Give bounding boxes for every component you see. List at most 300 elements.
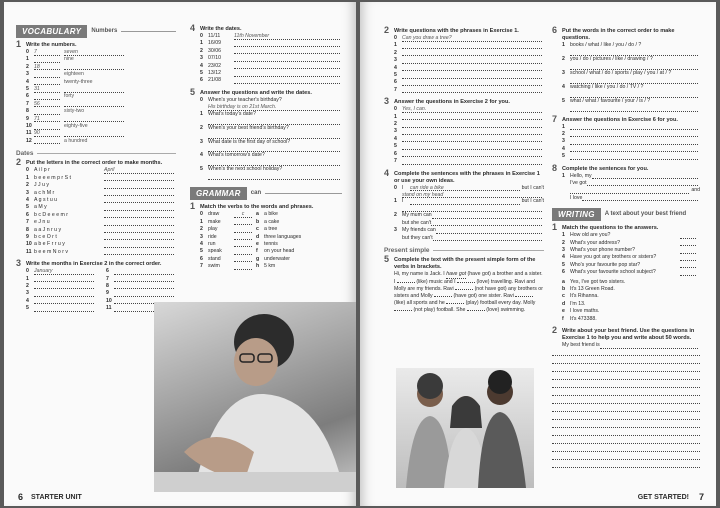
line-row	[394, 128, 544, 135]
sentence-answer[interactable]: stand on my head	[402, 192, 542, 199]
month-row	[26, 190, 176, 197]
match-answer[interactable]	[234, 248, 252, 255]
answer-line[interactable]	[402, 114, 542, 121]
row-number: 4	[26, 78, 29, 85]
exercise-5-answer	[190, 86, 342, 180]
month-answer[interactable]	[104, 175, 174, 182]
writing-question	[562, 254, 700, 261]
line-row	[394, 57, 544, 64]
phrase: three languages	[264, 233, 302, 240]
answer-line: Yes, I can.	[402, 106, 542, 113]
date-value: 13/12	[208, 70, 221, 77]
exercise-5-paragraph	[394, 271, 544, 314]
verb: speak	[208, 248, 222, 255]
answer-line[interactable]	[402, 65, 542, 72]
exercise-question: Write the months in Exercise 2 in the correct order.	[26, 261, 162, 268]
number-answer[interactable]	[34, 56, 60, 63]
month-answer[interactable]	[104, 249, 174, 256]
match-answer[interactable]	[680, 269, 696, 276]
number-row	[26, 56, 176, 63]
writing-line[interactable]	[552, 429, 700, 436]
month-answer[interactable]	[104, 182, 174, 189]
month-answer[interactable]	[104, 227, 174, 234]
order-answer[interactable]	[114, 283, 174, 290]
month-row	[26, 227, 176, 234]
verb: swim	[208, 263, 220, 270]
number-answer[interactable]	[34, 79, 60, 86]
order-answer[interactable]	[114, 290, 174, 297]
number-row	[26, 79, 176, 86]
date-row	[200, 55, 342, 62]
writing-answer	[562, 286, 700, 293]
exercise-number: 1	[552, 222, 558, 233]
present-simple-label: Present simple	[384, 246, 430, 254]
answer-line[interactable]	[402, 121, 542, 128]
answer-line[interactable]	[208, 160, 340, 167]
row-number: 11	[26, 130, 32, 137]
writing-input[interactable]	[600, 342, 698, 349]
answer-text: I'm 13.	[570, 300, 586, 307]
verb: run	[208, 240, 216, 247]
month-row	[26, 212, 176, 219]
number-answer[interactable]	[34, 123, 60, 130]
question-text: What's tomorrow's date?	[208, 152, 265, 159]
month-answer: April	[104, 167, 174, 174]
spacer	[200, 174, 208, 181]
row-number: 2	[26, 182, 29, 189]
left-column-a	[16, 24, 176, 318]
match-answer[interactable]	[680, 262, 696, 269]
row-number: 8	[26, 108, 29, 115]
exercise-6-rows	[552, 42, 700, 112]
writing-line[interactable]	[552, 437, 700, 444]
order-row	[26, 305, 96, 312]
exercise-question: Complete the sentences for you.	[562, 165, 649, 172]
word-answer: seven	[64, 49, 124, 56]
grammar-subtitle: can	[250, 190, 262, 197]
question-row	[200, 152, 342, 159]
letter: c	[256, 226, 259, 233]
date-row	[200, 63, 342, 70]
match-row	[200, 248, 342, 255]
sentence-mid: but she can't	[402, 219, 432, 226]
word-answer[interactable]	[64, 101, 124, 108]
question-row	[200, 125, 342, 132]
letter: e	[256, 240, 259, 247]
order-answer[interactable]	[34, 290, 94, 297]
writing-line[interactable]	[552, 461, 700, 468]
answer-row	[200, 104, 342, 111]
order-row	[106, 290, 176, 297]
row-number: 8	[26, 226, 29, 233]
present-simple-section	[384, 247, 544, 254]
answer-line[interactable]	[570, 63, 698, 70]
match-row	[200, 226, 342, 233]
answer-line[interactable]	[208, 132, 340, 139]
section-rule	[433, 250, 544, 251]
prompt-text: you / do / pictures / like / drawing / ?	[570, 55, 653, 62]
match-answer[interactable]	[680, 247, 696, 254]
word-answer: eighty-five	[64, 123, 88, 130]
match-answer[interactable]	[680, 254, 696, 261]
writing-question	[562, 247, 700, 254]
gap[interactable]	[434, 296, 452, 297]
answer-line[interactable]	[570, 49, 698, 56]
answer-row	[200, 132, 342, 139]
date-value: 16/09	[208, 40, 221, 47]
answer-line[interactable]	[402, 151, 542, 158]
answer-letter: b	[562, 286, 566, 293]
month-row	[26, 249, 176, 256]
page-number: 7	[698, 492, 704, 502]
order-answer[interactable]	[34, 305, 94, 312]
line-row	[562, 124, 700, 131]
line-row	[394, 106, 544, 113]
month-row	[26, 234, 176, 241]
exercise-question: Put the letters in the correct order to make months.	[26, 160, 163, 167]
exercise-number: 6	[552, 25, 558, 35]
right-page	[360, 2, 716, 506]
sentence-input[interactable]	[582, 195, 698, 202]
word-answer: eighteen	[64, 71, 84, 78]
answer-line[interactable]	[570, 105, 698, 112]
exercise-3-col-a	[16, 268, 96, 312]
answer-letter: c	[562, 293, 565, 300]
row-number: 4	[562, 83, 565, 90]
sentence-input[interactable]	[570, 187, 689, 194]
writing-line[interactable]	[552, 413, 700, 420]
writing-line[interactable]	[552, 453, 700, 460]
match-answer[interactable]	[234, 256, 252, 263]
order-answer[interactable]	[114, 276, 174, 283]
exercise-3-order	[16, 258, 176, 312]
row-number: 2	[200, 124, 203, 131]
gap[interactable]	[455, 289, 473, 290]
gap[interactable]	[457, 282, 475, 283]
word-answer[interactable]	[64, 130, 124, 137]
left-page	[4, 2, 356, 506]
line-row	[394, 42, 544, 49]
row-number: 2	[562, 55, 565, 62]
row-number: 4	[562, 254, 565, 261]
row-number: 4	[26, 196, 29, 203]
date-value: 07/10	[208, 55, 221, 62]
exercise-question: Answer the questions in Exercise 6 for you.	[562, 116, 678, 123]
exercise-question: Write the numbers.	[26, 42, 77, 48]
writing-line[interactable]	[552, 421, 700, 428]
section-rule	[37, 153, 176, 154]
exercise-7-answers	[552, 113, 700, 161]
writing-line[interactable]	[552, 405, 700, 412]
answer-line[interactable]	[402, 79, 542, 86]
answer-line[interactable]	[402, 143, 542, 150]
sentence-input[interactable]	[410, 198, 520, 205]
match-answer[interactable]	[234, 219, 252, 226]
order-answer[interactable]	[34, 283, 94, 290]
word-answer: forty	[64, 93, 75, 100]
exercise-2-writing	[552, 325, 700, 468]
student-photo	[154, 302, 356, 492]
scrambled-letters: J J u y	[34, 182, 49, 189]
answer-line: His birthday is on 21st March.	[208, 104, 340, 111]
number-answer[interactable]	[34, 108, 60, 115]
row-number: 6	[106, 268, 109, 275]
answer-line[interactable]	[570, 146, 698, 153]
match-answer[interactable]	[234, 226, 252, 233]
date-answer[interactable]	[234, 63, 340, 70]
row-number: 9	[26, 115, 29, 122]
exercise-question: Answer the questions in Exercise 2 for you.	[394, 99, 510, 106]
order-answer[interactable]	[34, 276, 94, 283]
exercise-8-complete: 8 Complete the sentences for you. 1 Hello, my I've got and I love	[552, 162, 700, 201]
order-row	[106, 276, 176, 283]
exercise-number: 2	[384, 25, 390, 35]
answer-line[interactable]	[570, 124, 698, 131]
answer-line[interactable]	[570, 91, 698, 98]
question-text: What's your favourite school subject?	[570, 269, 656, 276]
answer-row	[200, 146, 342, 153]
question-row	[200, 97, 342, 104]
section-label: GET STARTED!	[637, 493, 689, 501]
number-answer: 31	[34, 86, 60, 93]
exercise-7-lines	[552, 124, 700, 161]
question-text: What's your phone number?	[570, 247, 636, 253]
writing-line[interactable]	[552, 357, 700, 364]
row-number: 3	[26, 290, 29, 297]
exercise-question: Match the verbs to the words and phrases.	[200, 204, 314, 211]
month-answer[interactable]	[104, 197, 174, 204]
writing-answer	[562, 279, 700, 286]
match-answer[interactable]	[234, 234, 252, 241]
writing-answer	[562, 293, 700, 300]
row-number: 1	[394, 42, 397, 49]
scrambled-letters: A g s t u u	[34, 196, 58, 203]
gap[interactable]	[446, 303, 464, 304]
order-row	[26, 283, 96, 290]
month-answer[interactable]	[104, 190, 174, 197]
writing-line[interactable]	[552, 397, 700, 404]
date-answer[interactable]	[234, 70, 340, 77]
answer-line[interactable]	[402, 128, 542, 135]
sentence-start: I've got	[570, 179, 587, 186]
order-answer[interactable]	[114, 268, 174, 275]
writing-line[interactable]	[552, 365, 700, 372]
phrase: a bike	[264, 211, 278, 218]
writing-line[interactable]	[552, 349, 700, 356]
number-row	[26, 71, 176, 78]
match-answer: c	[234, 211, 252, 218]
answer-line[interactable]	[570, 131, 698, 138]
number-answer: 18	[34, 64, 60, 71]
month-answer[interactable]	[104, 234, 174, 241]
row-number: 2	[562, 130, 565, 137]
row-number: 4	[200, 240, 203, 247]
sentence-input[interactable]	[592, 173, 698, 180]
date-answer[interactable]	[234, 77, 340, 84]
number-answer[interactable]	[34, 138, 60, 145]
friends-photo	[396, 368, 534, 488]
exercise-1-match	[190, 201, 342, 270]
match-row	[200, 234, 342, 241]
answer-row	[562, 91, 700, 98]
exercise-number: 4	[384, 167, 390, 178]
answer-line[interactable]	[570, 153, 698, 160]
gap[interactable]	[467, 310, 485, 311]
row-number: 10	[26, 123, 32, 130]
row-number: 1	[26, 174, 29, 181]
row-number: 5	[562, 97, 565, 104]
answer-line[interactable]	[402, 72, 542, 79]
number-answer[interactable]	[34, 71, 60, 78]
student-illustration	[154, 302, 356, 492]
phrase: 5 km	[264, 263, 276, 270]
answer-line[interactable]	[402, 42, 542, 49]
row-number: 5	[200, 166, 203, 173]
writing-line[interactable]	[552, 373, 700, 380]
order-answer[interactable]	[34, 298, 94, 305]
month-answer[interactable]	[104, 204, 174, 211]
text-part: (not have got) any brothers or sisters and Molly	[394, 285, 543, 299]
answer-line[interactable]	[208, 118, 340, 125]
word-answer[interactable]	[64, 116, 124, 123]
sentence-input[interactable]	[431, 220, 542, 227]
question-text: Have you got any brothers or sisters?	[570, 254, 657, 261]
match-answer[interactable]	[234, 241, 252, 248]
answer-line[interactable]	[570, 77, 698, 84]
scrambled-letters: a c h M r	[34, 189, 55, 196]
writing-line[interactable]	[552, 445, 700, 452]
sentence-mid: and	[691, 187, 700, 194]
vocabulary-header	[16, 24, 176, 38]
writing-line[interactable]	[552, 381, 700, 388]
exercise-question: Write questions with the phrases in Exercise 1.	[394, 28, 519, 34]
sentence-answer[interactable]: can ride a bike	[410, 185, 520, 192]
scrambled-letters: b c e O r t	[34, 233, 57, 240]
row-number: 1	[200, 218, 203, 225]
exercise-4-dates	[190, 23, 342, 85]
month-row	[26, 197, 176, 204]
date-answer[interactable]	[234, 55, 340, 62]
prompt-row	[562, 98, 700, 105]
scrambled-letters: b e e m N o r v	[34, 248, 69, 255]
header-rule	[121, 31, 176, 32]
text-part: (love) swimming.	[486, 306, 526, 313]
match-answer[interactable]	[234, 263, 252, 270]
scrambled-letters: a b e F r r u y	[34, 241, 65, 248]
order-row	[106, 268, 176, 275]
date-row	[200, 77, 342, 84]
question-text: When's your best friend's birthday?	[208, 124, 289, 131]
gap[interactable]	[394, 310, 412, 311]
answer-row	[562, 49, 700, 56]
word-answer: sixty-two	[64, 108, 85, 115]
answer-text: I love maths.	[570, 308, 600, 315]
row-number: 1	[200, 110, 203, 117]
exercise-question: Match the questions to the answers.	[562, 225, 659, 232]
writing-line[interactable]	[552, 389, 700, 396]
sentence-input[interactable]	[433, 235, 542, 242]
date-answer[interactable]	[234, 48, 340, 55]
text-part: (like) music and I	[416, 278, 456, 285]
answer-line[interactable]	[402, 57, 542, 64]
row-number: 7	[106, 275, 109, 282]
row-number: 3	[562, 138, 565, 145]
month-answer[interactable]	[104, 241, 174, 248]
row-number: 5	[394, 143, 397, 150]
verb: draw	[208, 211, 220, 218]
answer-line[interactable]	[208, 146, 340, 153]
month-row	[26, 182, 176, 189]
line-row	[394, 114, 544, 121]
gap[interactable]: have got	[446, 270, 467, 277]
number-answer: 71	[34, 116, 60, 123]
exercise-number: 1	[16, 39, 22, 49]
answer-line[interactable]	[570, 138, 698, 145]
gap[interactable]	[515, 296, 533, 297]
order-answer: January	[34, 268, 94, 275]
number-row	[26, 123, 176, 130]
scrambled-letters: b c D e e e m r	[34, 211, 69, 218]
exercise-2-lines	[384, 35, 544, 94]
text-part: (like) all sports and he	[394, 299, 445, 306]
row-number: 0	[200, 96, 203, 103]
line-row	[562, 153, 700, 160]
match-answer[interactable]	[680, 240, 696, 247]
row-number: 2	[200, 226, 203, 233]
answer-line[interactable]	[402, 87, 542, 94]
match-row	[200, 241, 342, 248]
row-number: 6	[200, 77, 203, 84]
exercise-question: Answer the questions and write the dates.	[200, 89, 312, 96]
line-row	[394, 72, 544, 79]
letter: f	[256, 248, 258, 255]
answer-line[interactable]	[402, 136, 542, 143]
answer-text: Yes, I've got two sisters.	[570, 278, 626, 285]
number-answer[interactable]	[34, 93, 60, 100]
answer-letter: e	[562, 308, 565, 315]
answer-line[interactable]	[208, 174, 340, 181]
exercise-3-answers	[384, 96, 544, 165]
row-number: 5	[200, 70, 203, 77]
exercise-question: Write about your best friend. Use the questions in Exercise 1 to help you and write about 50 words.	[562, 328, 695, 342]
sentence-input[interactable]	[587, 180, 698, 187]
match-answer[interactable]	[680, 232, 696, 239]
date-row	[200, 70, 342, 77]
exercise-6-order	[552, 25, 700, 112]
answer-row	[562, 63, 700, 70]
exercise-3-grid	[16, 268, 176, 312]
answer-row	[200, 160, 342, 167]
answer-line[interactable]	[402, 50, 542, 57]
word-answer[interactable]	[64, 64, 124, 71]
exercise-1-numbers	[16, 39, 176, 145]
sentence-input[interactable]	[436, 227, 542, 234]
right-column-a	[384, 25, 544, 319]
order-row	[26, 268, 96, 275]
date-answer[interactable]	[234, 40, 340, 47]
row-number: 5	[562, 153, 565, 160]
dates-label: Dates	[16, 150, 34, 158]
word-answer[interactable]	[64, 86, 124, 93]
answer-line[interactable]	[402, 158, 542, 165]
sentence-input[interactable]	[432, 212, 542, 219]
month-answer[interactable]	[104, 219, 174, 226]
gap[interactable]	[397, 282, 415, 283]
writing-lines	[552, 349, 700, 468]
date-answer: 11th November	[234, 33, 340, 40]
month-answer[interactable]	[104, 212, 174, 219]
left-column-b	[190, 23, 342, 276]
